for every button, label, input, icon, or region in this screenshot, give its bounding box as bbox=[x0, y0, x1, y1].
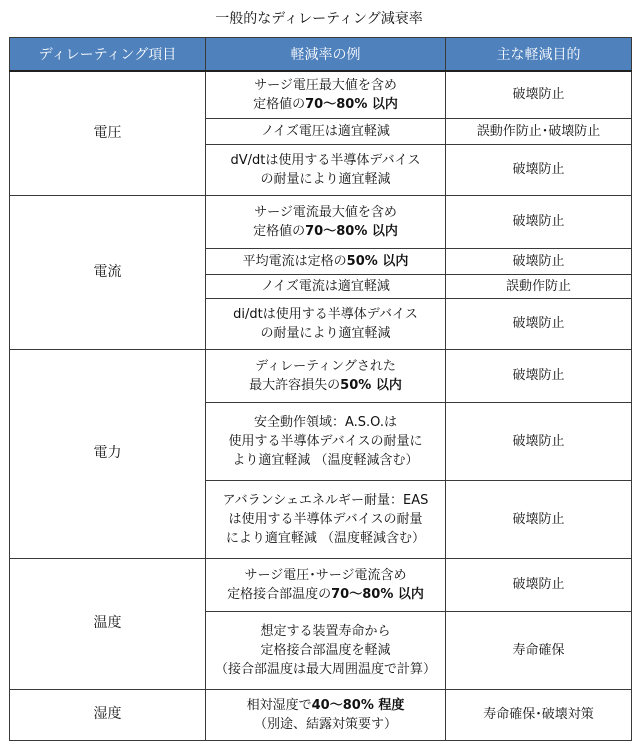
purpose-cell: 破壊防止 bbox=[446, 402, 632, 480]
reduction-cell bbox=[206, 298, 446, 349]
reduction-cell bbox=[206, 611, 446, 689]
purpose-cell: 破壊防止 bbox=[446, 248, 632, 274]
purpose-cell: 破壊防止 bbox=[446, 144, 632, 195]
reduction-text: 相対湿度で bbox=[246, 697, 312, 713]
reduction-text: により適宜軽減 （温度軽減含む） bbox=[225, 530, 426, 546]
reduction-text: の耐量により適宜軽減 bbox=[260, 171, 391, 187]
purpose-cell: 寿命確保･破壊対策 bbox=[446, 689, 632, 740]
table-row bbox=[10, 689, 632, 740]
reduction-cell bbox=[206, 689, 446, 740]
header-derating-item: ディレーティング項目 bbox=[10, 38, 206, 72]
reduction-cell bbox=[206, 144, 446, 195]
category-humidity: 湿度 bbox=[10, 689, 206, 740]
reduction-cell bbox=[206, 480, 446, 558]
table-row bbox=[10, 558, 632, 611]
purpose-cell: 寿命確保 bbox=[446, 611, 632, 689]
reduction-cell bbox=[206, 195, 446, 248]
reduction-text: ノイズ電圧は適宜軽減 bbox=[261, 123, 390, 139]
header-reduction-example: 軽減率の例 bbox=[206, 38, 446, 72]
reduction-emphasis: 50% 以内 bbox=[346, 253, 409, 269]
reduction-text: 使用する半導体デバイスの耐量に bbox=[228, 433, 423, 449]
purpose-cell: 誤動作防止 bbox=[446, 274, 632, 298]
reduction-emphasis: 50% 以内 bbox=[340, 377, 402, 393]
reduction-text: 定格接合部温度を軽減 bbox=[260, 642, 391, 658]
reduction-emphasis: 70～80% 以内 bbox=[305, 96, 398, 112]
reduction-text: （接合部温度は最大周囲温度で計算） bbox=[214, 661, 436, 677]
reduction-text: 定格値の bbox=[253, 223, 306, 239]
reduction-text: は使用する半導体デバイスの耐量 bbox=[228, 511, 423, 527]
reduction-text: 安全動作領域：A.S.O.は bbox=[253, 414, 398, 430]
category-power: 電力 bbox=[10, 349, 206, 558]
reduction-text: ディレーティングされた bbox=[255, 358, 396, 374]
reduction-cell bbox=[206, 118, 446, 144]
purpose-cell: 破壊防止 bbox=[446, 71, 632, 118]
purpose-cell: 破壊防止 bbox=[446, 558, 632, 611]
reduction-emphasis: 40～80% 程度 bbox=[311, 697, 405, 713]
reduction-cell bbox=[206, 71, 446, 118]
purpose-cell: 破壊防止 bbox=[446, 195, 632, 248]
reduction-cell bbox=[206, 248, 446, 274]
purpose-cell: 誤動作防止･破壊防止 bbox=[446, 118, 632, 144]
reduction-cell bbox=[206, 349, 446, 402]
reduction-text: 最大許容損失の bbox=[249, 377, 341, 393]
reduction-text: サージ電圧最大値を含め bbox=[254, 77, 397, 93]
reduction-cell bbox=[206, 558, 446, 611]
header-row bbox=[10, 38, 632, 72]
table-row bbox=[10, 195, 632, 248]
reduction-text: サージ電流最大値を含め bbox=[254, 204, 397, 220]
reduction-text: ノイズ電流は適宜軽減 bbox=[261, 278, 390, 294]
reduction-text: dV/dtは使用する半導体デバイス bbox=[230, 152, 421, 168]
reduction-emphasis: 70～80% 以内 bbox=[305, 223, 398, 239]
purpose-cell: 破壊防止 bbox=[446, 480, 632, 558]
reduction-cell bbox=[206, 402, 446, 480]
table-row bbox=[10, 71, 632, 118]
purpose-cell: 破壊防止 bbox=[446, 349, 632, 402]
reduction-text: より適宜軽減 （温度軽減含む） bbox=[232, 452, 419, 468]
category-current: 電流 bbox=[10, 195, 206, 349]
table-title: 一般的なディレーティング減衰率 bbox=[215, 11, 423, 27]
reduction-text: 平均電流は定格の bbox=[242, 253, 347, 269]
reduction-text: di/dtは使用する半導体デバイス bbox=[233, 306, 418, 322]
reduction-text: アバランシェエネルギー耐量：EAS bbox=[222, 492, 429, 508]
header-purpose: 主な軽減目的 bbox=[446, 38, 632, 72]
reduction-emphasis: 70～80% 以内 bbox=[331, 586, 424, 602]
reduction-cell bbox=[206, 274, 446, 298]
reduction-text: の耐量により適宜軽減 bbox=[260, 325, 391, 341]
reduction-text: 定格値の bbox=[253, 96, 306, 112]
reduction-text: サージ電圧･サージ電流含め bbox=[244, 567, 407, 583]
reduction-text: 定格接合部温度の bbox=[227, 586, 332, 602]
table-row bbox=[10, 349, 632, 402]
derating-table bbox=[9, 37, 632, 741]
reduction-text: （別途、結露対策要す） bbox=[253, 716, 397, 732]
purpose-cell: 破壊防止 bbox=[446, 298, 632, 349]
category-voltage: 電圧 bbox=[10, 71, 206, 195]
reduction-text: 想定する装置寿命から bbox=[260, 623, 391, 639]
category-temperature: 温度 bbox=[10, 558, 206, 689]
